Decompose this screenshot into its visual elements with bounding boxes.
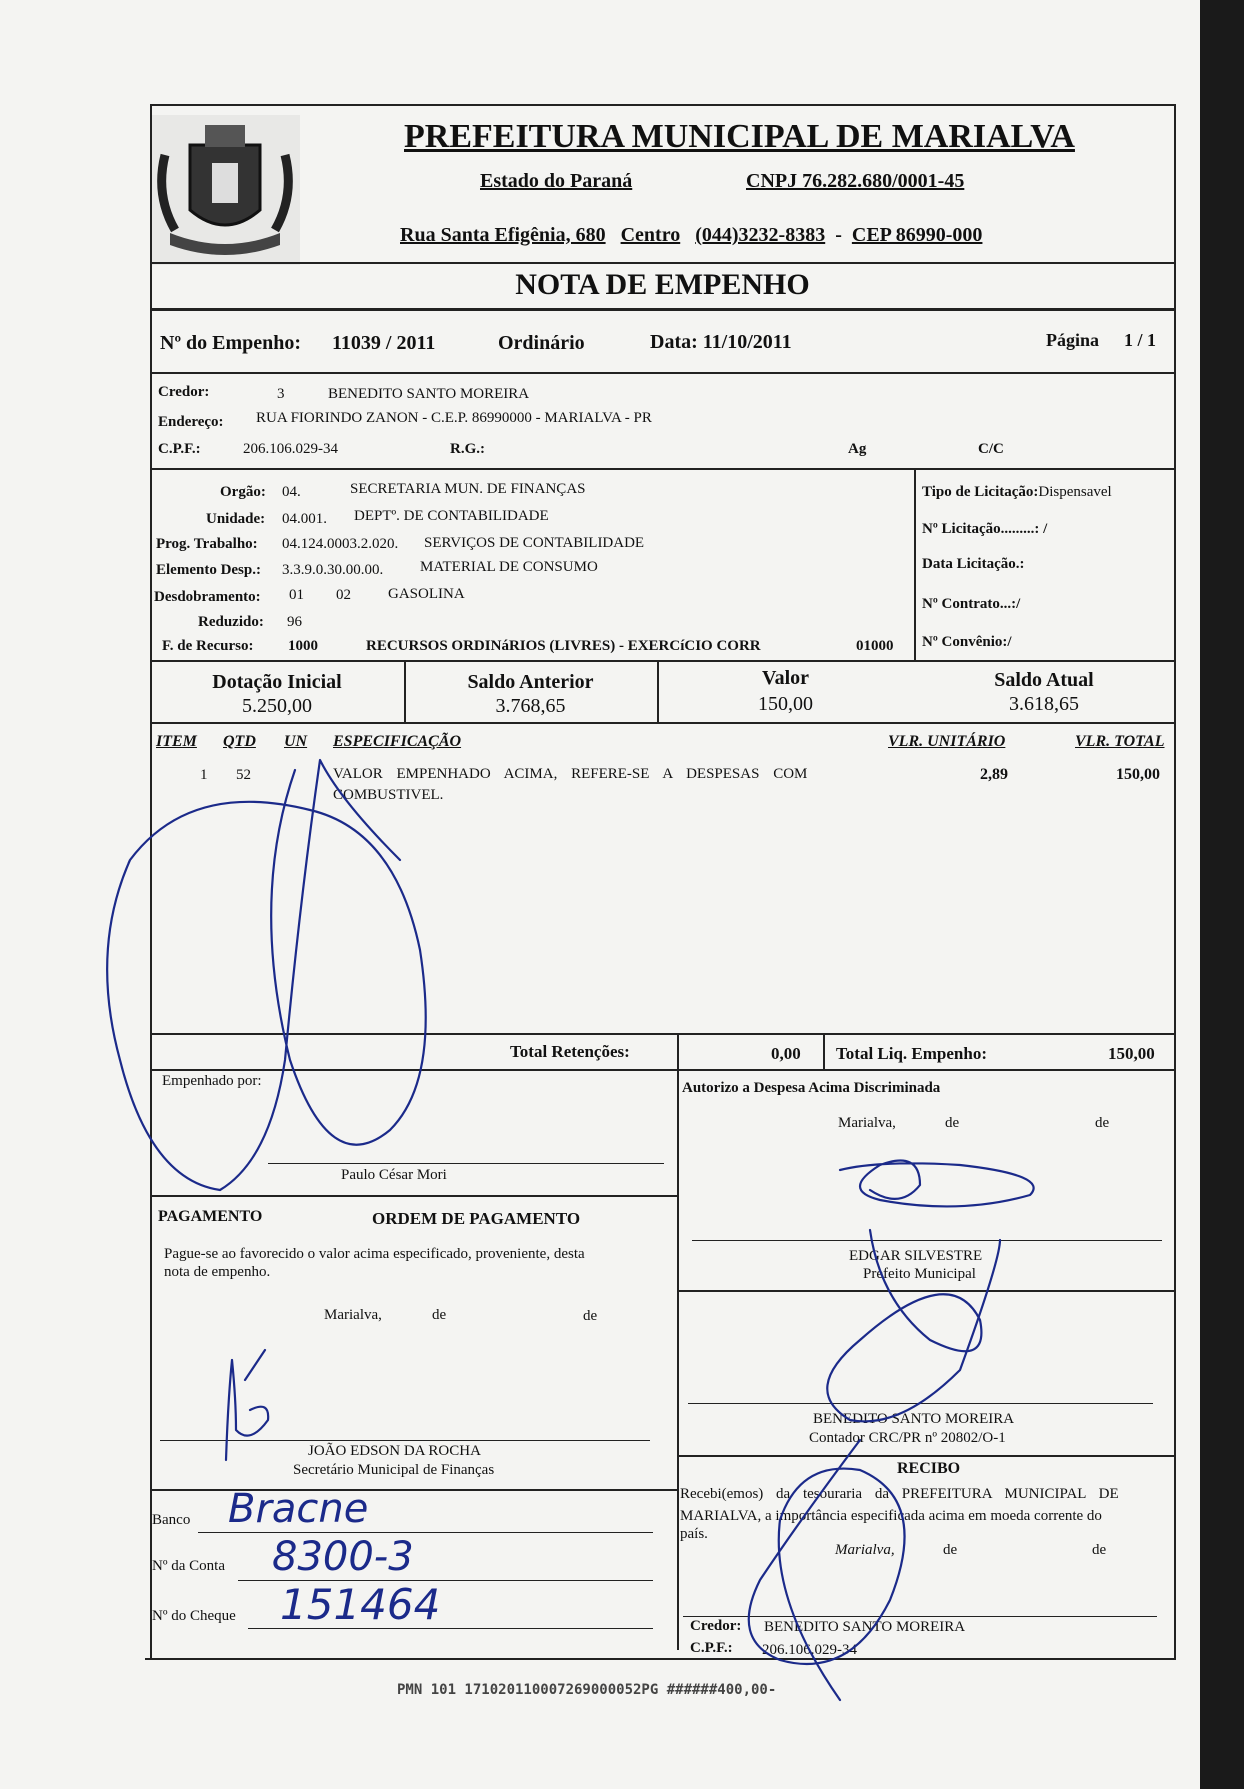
reduzido-label: Reduzido:: [198, 614, 264, 630]
saldo-atual-label: Saldo Atual: [994, 669, 1094, 691]
col-un: UN: [284, 733, 308, 750]
desdobramento-name: GASOLINA: [388, 586, 465, 602]
liquido-value: 150,00: [1108, 1044, 1155, 1063]
prog-code: 04.124.0003.2.020.: [282, 536, 399, 552]
recibo-cpf-label: C.P.F.:: [690, 1640, 733, 1656]
empenho-number: 11039 / 2011: [332, 332, 436, 354]
conta-value: 8300-3: [272, 1534, 414, 1580]
pagamento-city: Marialva,: [324, 1307, 382, 1323]
page-label: Página: [1046, 330, 1100, 350]
state-label: Estado do Paraná: [480, 170, 633, 192]
item-total-value: 150,00: [1116, 766, 1160, 783]
item-desc-line1: VALOR EMPENHADO ACIMA, REFERE-SE A DESPESAS COM: [333, 766, 808, 782]
banco-value: Bracne: [228, 1486, 369, 1532]
phone-label: (044)3232-8383: [695, 224, 826, 246]
recibo-text-line3: país.: [680, 1526, 708, 1542]
numero-licitacao: Nº Licitação.........: /: [922, 521, 1048, 537]
recurso-name: RECURSOS ORDINáRIOS (LIVRES) - EXERCíCIO CORR: [366, 638, 761, 654]
retencoes-label: Total Retenções:: [510, 1042, 630, 1061]
recibo-text-line2: MARIALVA, a importância especificada acima em moeda corrente do: [680, 1508, 1102, 1524]
empenho-date: Data: 11/10/2011: [650, 331, 792, 353]
address-field-label: Endereço:: [158, 414, 224, 430]
tipo-licitacao-label: Tipo de Licitação:: [922, 484, 1039, 500]
liquido-label: Total Liq. Empenho:: [836, 1044, 987, 1063]
prefeito-name: EDGAR SILVESTRE: [849, 1248, 983, 1264]
recurso-code: 1000: [288, 638, 318, 654]
prefeito-role: Prefeito Municipal: [863, 1266, 976, 1282]
address-label: Rua Santa Efigênia, 680: [400, 224, 606, 246]
recibo-credor: BENEDITO SANTO MOREIRA: [764, 1619, 966, 1635]
centro-label: Centro: [620, 224, 681, 246]
signature-contador: [827, 1230, 1000, 1421]
col-vlr-total: VLR. TOTAL: [1075, 733, 1165, 750]
valor-label: Valor: [761, 667, 810, 689]
cep-label: CEP 86990-000: [851, 224, 983, 246]
item-qtd: 52: [236, 767, 251, 783]
unidade-code: 04.001.: [282, 511, 327, 527]
numero-contrato: Nº Contrato...:/: [922, 596, 1021, 612]
ag-label: Ag: [848, 441, 867, 457]
banco-label: Banco: [152, 1512, 191, 1528]
autorizo-city: Marialva,: [838, 1115, 896, 1131]
municipality-title: PREFEITURA MUNICIPAL DE MARIALVA: [404, 118, 1075, 155]
autorizo-label: Autorizo a Despesa Acima Discriminada: [682, 1080, 941, 1096]
orgao-code: 04.: [282, 484, 301, 500]
signature-secretario: [226, 1350, 268, 1460]
ordem-pagamento-label: ORDEM DE PAGAMENTO: [372, 1209, 581, 1228]
elemento-code: 3.3.9.0.30.00.00.: [282, 562, 384, 578]
credor-address: RUA FIORINDO ZANON - C.E.P. 86990000 - MARIALVA - PR: [256, 410, 652, 426]
saldo-atual-value: 3.618,65: [1009, 693, 1079, 715]
recibo-cpf: 206.106.029-34: [762, 1642, 857, 1658]
tipo-licitacao: Dispensavel: [1038, 484, 1112, 500]
recurso-number: 01000: [856, 638, 894, 654]
col-vlr-unitario: VLR. UNITÁRIO: [888, 733, 1006, 750]
cheque-value: 151464: [280, 1580, 441, 1629]
empenho-type: Ordinário: [498, 332, 585, 354]
saldo-anterior-label: Saldo Anterior: [467, 671, 594, 693]
recibo-text-line1: Recebi(emos) da tesouraria da PREFEITURA MUNICIPAL DE: [680, 1486, 1119, 1502]
dotacao-label: Dotação Inicial: [212, 671, 342, 693]
empenhado-name: Paulo César Mori: [341, 1167, 447, 1183]
data-licitacao: Data Licitação.:: [922, 556, 1025, 572]
recibo-credor-label: Credor:: [690, 1618, 742, 1634]
contador-name: BENEDITO SANTO MOREIRA: [813, 1411, 1015, 1427]
orgao-label: Orgão:: [220, 484, 266, 500]
col-item: ITEM: [156, 733, 197, 750]
empenhado-label: Empenhado por:: [162, 1073, 262, 1089]
item-number: 1: [200, 767, 208, 783]
credor-name: BENEDITO SANTO MOREIRA: [328, 386, 530, 402]
unidade-label: Unidade:: [206, 511, 266, 527]
pagamento-text-line1: Pague-se ao favorecido o valor acima especificado, proveniente, desta: [164, 1246, 585, 1262]
page-number: 1 / 1: [1124, 330, 1157, 350]
dotacao-value: 5.250,00: [242, 695, 312, 717]
credor-label: Credor:: [158, 384, 210, 400]
pagamento-label: PAGAMENTO: [158, 1208, 263, 1225]
prog-name: SERVIÇOS DE CONTABILIDADE: [424, 535, 645, 551]
signature-empenhado: [107, 760, 426, 1190]
secretario-name: JOÃO EDSON DA ROCHA: [308, 1443, 481, 1459]
recibo-label: RECIBO: [897, 1460, 961, 1477]
reduzido-value: 96: [287, 614, 302, 630]
conta-label: Nº da Conta: [152, 1558, 225, 1574]
numero-convenio: Nº Convênio:/: [922, 634, 1012, 650]
footer-code: PMN 101 171020110007269000052PG ######400,00-: [397, 1682, 777, 1698]
document-title: NOTA DE EMPENHO: [515, 268, 810, 301]
col-qtd: QTD: [223, 733, 256, 750]
credor-code: 3: [277, 386, 285, 402]
cheque-label: Nº do Cheque: [152, 1608, 236, 1624]
desdobramento-label: Desdobramento:: [154, 589, 261, 605]
orgao-name: SECRETARIA MUN. DE FINANÇAS: [350, 481, 586, 497]
saldo-anterior-value: 3.768,65: [495, 695, 566, 717]
cc-label: C/C: [978, 441, 1004, 457]
desdobramento-a: 01: [289, 587, 304, 603]
elemento-label: Elemento Desp.:: [156, 562, 261, 578]
recurso-label: F. de Recurso:: [162, 638, 254, 654]
unidade-name: DEPTº. DE CONTABILIDADE: [354, 508, 549, 524]
recibo-city: Marialva,: [835, 1542, 895, 1558]
empenho-number-label: Nº do Empenho:: [160, 332, 302, 354]
item-unit-value: 2,89: [980, 766, 1008, 783]
secretario-role: Secretário Municipal de Finanças: [293, 1462, 495, 1478]
col-especificacao: ESPECIFICAÇÃO: [333, 733, 462, 750]
signature-prefeito: [840, 1161, 1034, 1207]
valor-value: 150,00: [758, 693, 813, 715]
contador-role: Contador CRC/PR nº 20802/O-1: [809, 1430, 1006, 1446]
desdobramento-b: 02: [336, 587, 351, 603]
credor-cpf: 206.106.029-34: [243, 441, 338, 457]
elemento-name: MATERIAL DE CONSUMO: [420, 559, 598, 575]
cpf-label: C.P.F.:: [158, 441, 201, 457]
prog-label: Prog. Trabalho:: [156, 536, 258, 552]
cnpj-label: CNPJ 76.282.680/0001-45: [746, 170, 965, 192]
signature-recibo: [749, 1440, 905, 1700]
document-page: PREFEITURA MUNICIPAL DE MARIALVA Estado do Paraná CNPJ 76.282.680/0001-45 Rua Santa Efigênia, 680 Centro (044)3232-8383 - CEP 86990-000 NOTA DE EMPENHO Nº do Empenho: 11039 / 2011 Ordinário Data: 11/10/2011 Página 1 / 1 Credor: 3 BENEDITO SANTO MOREIRA Endereço: RUA FIORINDO ZANON - C.E.P. 86990000 - MARIALVA - PR C.P.F.: 206.106.029-34 R.G.: Ag C/C Orgão: 04. SECRETARIA MUN. DE FINANÇAS Unidade: 04.001. DEPTº. DE CONTABILIDADE Prog. Trabalho: 04.124.0003.2.020. SERVIÇOS DE CONTABILIDADE Elemento Desp.: 3.3.9.0.30.00.00. MATERIAL DE CONSUMO Desdobramento: 01 02 GASOLINA Reduzido: 96 F. de Recurso: 1000 RECURSOS ORDINáRIOS (LIVRES) - EXERCíCIO CORR 01000 Tipo de Licitação:Dispensavel Nº Licitação.........: / Data Licitação.: Nº Contrato...:/ Nº Convênio:/ Dotação Inicial 5.250,00 Saldo Anterior 3.768,65 Valor 150,00 Saldo Atual 3.618,65 ITEM QTD UN ESPECIFICAÇÃO VLR. UNITÁRIO VLR. TOTAL 1 52 VALOR EMPENHADO ACIMA, REFERE-SE A DESPESAS COM COMBUSTIVEL. 2,89 150,00 Total Retenções: 0,00 Total Liq. Empenho: 150,00 Empenhado por: Paulo César Mori Autorizo a Despesa Acima Discriminada Marialva, de de EDGAR SILVESTRE Prefeito Municipal PAGAMENTO ORDEM DE PAGAMENTO Pague-se ao favorecido o valor acima especificado, proveniente, desta nota de empenho. Marialva, de de JOÃO EDSON DA ROCHA Secretário Municipal de Finanças BENEDITO SANTO MOREIRA Contador CRC/PR nº 20802/O-1 RECIBO Recebi(emos) da tesouraria da PREFEITURA MUNICIPAL DE MARIALVA, a importância especificada acima em moeda corrente do país. Marialva, de de Credor: BENEDITO SANTO MOREIRA C.P.F.: 206.106.029-34 Banco Bracne Nº da Conta 8300-3 Nº do Cheque 151464 PMN 101 171020110007269000052PG ######400,00-: [0, 0, 1200, 1789]
pagamento-text-line2: nota de empenho.: [164, 1264, 271, 1280]
retencoes-value: 0,00: [771, 1044, 801, 1063]
rg-label: R.G.:: [450, 441, 485, 457]
item-desc-line2: COMBUSTIVEL.: [333, 787, 444, 803]
